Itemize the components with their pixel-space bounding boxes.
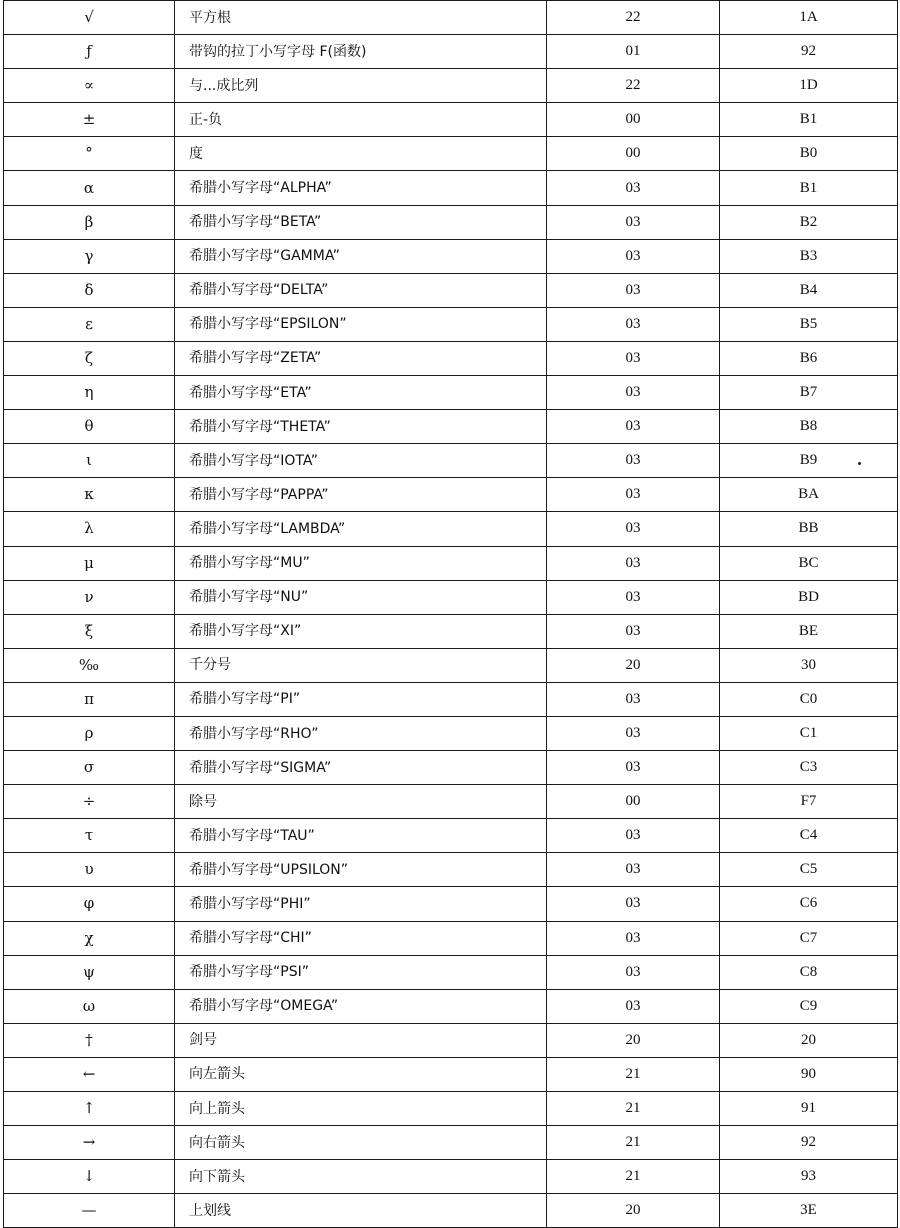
description-cell: 千分号 bbox=[175, 648, 547, 682]
character-set-cell: 03 bbox=[547, 546, 720, 580]
description-cell: 希腊小写字母“TAU” bbox=[175, 819, 547, 853]
character-set-cell: 20 bbox=[547, 1194, 720, 1228]
table-row bbox=[4, 512, 898, 546]
symbol-cell: ι bbox=[4, 444, 175, 478]
symbol-cell: ε bbox=[4, 307, 175, 341]
description-cell: 上划线 bbox=[175, 1194, 547, 1228]
description-cell: 希腊小写字母“SIGMA” bbox=[175, 751, 547, 785]
description-cell: 希腊小写字母“NU” bbox=[175, 580, 547, 614]
description-cell: 剑号 bbox=[175, 1023, 547, 1057]
description-cell: 希腊小写字母“IOTA” bbox=[175, 444, 547, 478]
description-cell: 希腊小写字母“GAMMA” bbox=[175, 239, 547, 273]
character-code-cell: B2 bbox=[720, 205, 898, 239]
symbol-cell: ↓ bbox=[4, 1160, 175, 1194]
character-set-cell: 22 bbox=[547, 1, 720, 35]
table-row bbox=[4, 376, 898, 410]
character-set-cell: 21 bbox=[547, 1126, 720, 1160]
character-code-cell: B7 bbox=[720, 376, 898, 410]
character-set-cell: 01 bbox=[547, 35, 720, 69]
symbol-cell: √ bbox=[4, 1, 175, 35]
table-row bbox=[4, 751, 898, 785]
character-code-cell: C5 bbox=[720, 853, 898, 887]
symbol-cell: π bbox=[4, 682, 175, 716]
table-row bbox=[4, 205, 898, 239]
character-code-cell: BA bbox=[720, 478, 898, 512]
symbol-cell: ± bbox=[4, 103, 175, 137]
character-code-cell: BD bbox=[720, 580, 898, 614]
symbol-cell: μ bbox=[4, 546, 175, 580]
character-set-cell: 20 bbox=[547, 648, 720, 682]
character-code-cell: C1 bbox=[720, 716, 898, 750]
character-code-cell: C0 bbox=[720, 682, 898, 716]
symbol-cell: χ bbox=[4, 921, 175, 955]
character-set-cell: 03 bbox=[547, 955, 720, 989]
description-cell: 希腊小写字母“LAMBDA” bbox=[175, 512, 547, 546]
character-code-cell: C8 bbox=[720, 955, 898, 989]
description-cell: 希腊小写字母“DELTA” bbox=[175, 273, 547, 307]
symbol-cell: δ bbox=[4, 273, 175, 307]
description-cell: 正-负 bbox=[175, 103, 547, 137]
symbol-cell: ζ bbox=[4, 341, 175, 375]
character-code-table bbox=[3, 0, 898, 1228]
symbol-cell: † bbox=[4, 1023, 175, 1057]
character-code-cell: C7 bbox=[720, 921, 898, 955]
character-code-cell: B1 bbox=[720, 103, 898, 137]
table-row bbox=[4, 1160, 898, 1194]
character-set-cell: 00 bbox=[547, 137, 720, 171]
symbol-cell: ξ bbox=[4, 614, 175, 648]
description-cell: 希腊小写字母“ALPHA” bbox=[175, 171, 547, 205]
table-row bbox=[4, 1092, 898, 1126]
description-cell: 希腊小写字母“PAPPA” bbox=[175, 478, 547, 512]
table-row bbox=[4, 819, 898, 853]
character-set-cell: 03 bbox=[547, 341, 720, 375]
table-row bbox=[4, 682, 898, 716]
description-cell: 希腊小写字母“PHI” bbox=[175, 887, 547, 921]
table-row bbox=[4, 1, 898, 35]
symbol-cell: ψ bbox=[4, 955, 175, 989]
character-code-cell: 92 bbox=[720, 35, 898, 69]
description-cell: 希腊小写字母“CHI” bbox=[175, 921, 547, 955]
character-set-cell: 21 bbox=[547, 1092, 720, 1126]
description-cell: 希腊小写字母“XI” bbox=[175, 614, 547, 648]
character-set-cell: 03 bbox=[547, 171, 720, 205]
character-set-cell: 03 bbox=[547, 819, 720, 853]
description-cell: 平方根 bbox=[175, 1, 547, 35]
symbol-cell: β bbox=[4, 205, 175, 239]
description-cell: 希腊小写字母“THETA” bbox=[175, 410, 547, 444]
table-row bbox=[4, 1126, 898, 1160]
symbol-cell: ‰ bbox=[4, 648, 175, 682]
character-set-cell: 21 bbox=[547, 1057, 720, 1091]
table-row bbox=[4, 955, 898, 989]
description-cell: 向下箭头 bbox=[175, 1160, 547, 1194]
character-code-cell: BC bbox=[720, 546, 898, 580]
character-set-cell: 03 bbox=[547, 682, 720, 716]
symbol-cell: ↑ bbox=[4, 1092, 175, 1126]
description-cell: 向左箭头 bbox=[175, 1057, 547, 1091]
table-row bbox=[4, 273, 898, 307]
character-code-cell: 93 bbox=[720, 1160, 898, 1194]
table-row bbox=[4, 69, 898, 103]
character-code-cell: 3E bbox=[720, 1194, 898, 1228]
table-row bbox=[4, 1194, 898, 1228]
character-set-cell: 03 bbox=[547, 512, 720, 546]
character-code-cell: 1D bbox=[720, 69, 898, 103]
description-cell: 与...成比列 bbox=[175, 69, 547, 103]
character-set-cell: 03 bbox=[547, 239, 720, 273]
description-cell: 希腊小写字母“ZETA” bbox=[175, 341, 547, 375]
table-row bbox=[4, 444, 898, 478]
table-row bbox=[4, 546, 898, 580]
symbol-cell: ← bbox=[4, 1057, 175, 1091]
character-set-cell: 21 bbox=[547, 1160, 720, 1194]
symbol-cell: φ bbox=[4, 887, 175, 921]
table-row bbox=[4, 35, 898, 69]
symbol-cell: ν bbox=[4, 580, 175, 614]
character-set-cell: 03 bbox=[547, 921, 720, 955]
symbol-cell: σ bbox=[4, 751, 175, 785]
symbol-cell: υ bbox=[4, 853, 175, 887]
description-cell: 向右箭头 bbox=[175, 1126, 547, 1160]
symbol-cell: ∝ bbox=[4, 69, 175, 103]
character-code-cell: B0 bbox=[720, 137, 898, 171]
character-code-cell: BE bbox=[720, 614, 898, 648]
character-code-cell: B4 bbox=[720, 273, 898, 307]
table-row bbox=[4, 580, 898, 614]
table-row bbox=[4, 1057, 898, 1091]
character-set-cell: 03 bbox=[547, 205, 720, 239]
symbol-cell: ƒ bbox=[4, 35, 175, 69]
table-row bbox=[4, 341, 898, 375]
table-body bbox=[4, 1, 898, 1228]
character-code-cell: BB bbox=[720, 512, 898, 546]
character-code-cell: F7 bbox=[720, 785, 898, 819]
table-row bbox=[4, 785, 898, 819]
description-cell: 向上箭头 bbox=[175, 1092, 547, 1126]
description-cell: 希腊小写字母“EPSILON” bbox=[175, 307, 547, 341]
table-row bbox=[4, 307, 898, 341]
symbol-cell: → bbox=[4, 1126, 175, 1160]
character-set-cell: 03 bbox=[547, 614, 720, 648]
character-set-cell: 03 bbox=[547, 887, 720, 921]
symbol-cell: λ bbox=[4, 512, 175, 546]
character-code-cell: 20 bbox=[720, 1023, 898, 1057]
symbol-cell: ° bbox=[4, 137, 175, 171]
character-set-cell: 22 bbox=[547, 69, 720, 103]
description-cell: 除号 bbox=[175, 785, 547, 819]
character-code-cell: 91 bbox=[720, 1092, 898, 1126]
character-code-cell: 90 bbox=[720, 1057, 898, 1091]
table-row bbox=[4, 648, 898, 682]
character-code-cell: 30 bbox=[720, 648, 898, 682]
character-set-cell: 03 bbox=[547, 273, 720, 307]
description-cell: 度 bbox=[175, 137, 547, 171]
character-set-cell: 03 bbox=[547, 478, 720, 512]
table-row bbox=[4, 989, 898, 1023]
character-set-cell: 03 bbox=[547, 853, 720, 887]
character-set-cell: 03 bbox=[547, 580, 720, 614]
character-set-cell: 03 bbox=[547, 751, 720, 785]
character-set-cell: 20 bbox=[547, 1023, 720, 1057]
symbol-cell: τ bbox=[4, 819, 175, 853]
table-row bbox=[4, 887, 898, 921]
description-cell: 希腊小写字母“BETA” bbox=[175, 205, 547, 239]
table-row bbox=[4, 716, 898, 750]
table-row bbox=[4, 137, 898, 171]
symbol-cell: ÷ bbox=[4, 785, 175, 819]
character-code-cell: 92 bbox=[720, 1126, 898, 1160]
character-code-cell: C4 bbox=[720, 819, 898, 853]
character-set-cell: 00 bbox=[547, 785, 720, 819]
description-cell: 希腊小写字母“PI” bbox=[175, 682, 547, 716]
character-code-cell: B9 bbox=[720, 444, 898, 478]
character-code-cell: 1A bbox=[720, 1, 898, 35]
table-row bbox=[4, 171, 898, 205]
description-cell: 希腊小写字母“MU” bbox=[175, 546, 547, 580]
symbol-cell: θ bbox=[4, 410, 175, 444]
character-set-cell: 03 bbox=[547, 444, 720, 478]
stray-dot-mark bbox=[858, 462, 861, 465]
table-row bbox=[4, 921, 898, 955]
character-code-cell: B1 bbox=[720, 171, 898, 205]
character-set-cell: 00 bbox=[547, 103, 720, 137]
symbol-cell: ω bbox=[4, 989, 175, 1023]
symbol-cell: η bbox=[4, 376, 175, 410]
character-code-cell: B3 bbox=[720, 239, 898, 273]
description-cell: 带钩的拉丁小写字母 F(函数) bbox=[175, 35, 547, 69]
character-set-cell: 03 bbox=[547, 989, 720, 1023]
table-row bbox=[4, 853, 898, 887]
table-row bbox=[4, 239, 898, 273]
character-code-cell: C3 bbox=[720, 751, 898, 785]
symbol-cell: κ bbox=[4, 478, 175, 512]
description-cell: 希腊小写字母“PSI” bbox=[175, 955, 547, 989]
table-row bbox=[4, 1023, 898, 1057]
character-set-cell: 03 bbox=[547, 410, 720, 444]
table-row bbox=[4, 614, 898, 648]
character-code-cell: C6 bbox=[720, 887, 898, 921]
symbol-cell: — bbox=[4, 1194, 175, 1228]
description-cell: 希腊小写字母“OMEGA” bbox=[175, 989, 547, 1023]
symbol-cell: γ bbox=[4, 239, 175, 273]
table-row bbox=[4, 478, 898, 512]
description-cell: 希腊小写字母“ETA” bbox=[175, 376, 547, 410]
character-code-cell: B8 bbox=[720, 410, 898, 444]
description-cell: 希腊小写字母“UPSILON” bbox=[175, 853, 547, 887]
symbol-cell: α bbox=[4, 171, 175, 205]
description-cell: 希腊小写字母“RHO” bbox=[175, 716, 547, 750]
character-code-cell: C9 bbox=[720, 989, 898, 1023]
character-code-cell: B5 bbox=[720, 307, 898, 341]
table-row bbox=[4, 103, 898, 137]
symbol-cell: ρ bbox=[4, 716, 175, 750]
character-set-cell: 03 bbox=[547, 716, 720, 750]
character-set-cell: 03 bbox=[547, 376, 720, 410]
table-row bbox=[4, 410, 898, 444]
character-set-cell: 03 bbox=[547, 307, 720, 341]
character-code-cell: B6 bbox=[720, 341, 898, 375]
